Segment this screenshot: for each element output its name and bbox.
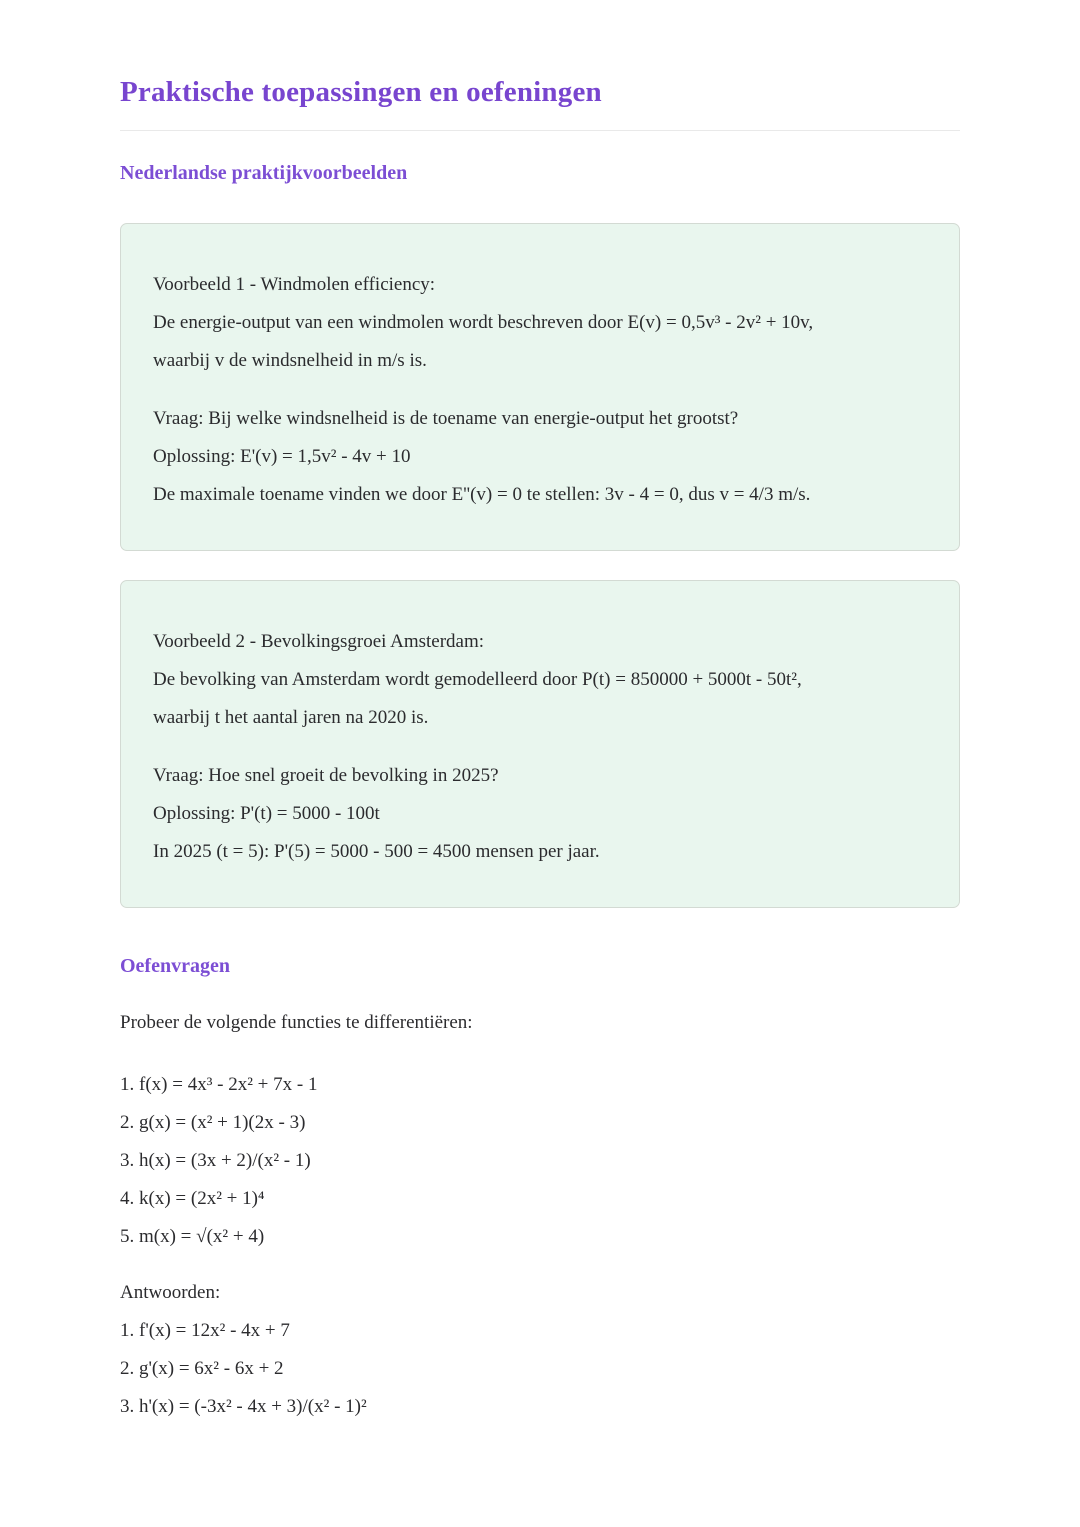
question-list bbox=[120, 1066, 960, 1256]
question-item: 2. g(x) = (x² + 1)(2x - 3) bbox=[120, 1112, 306, 1133]
text-line: In 2025 (t = 5): P'(5) = 5000 - 500 = 4500 mensen per jaar. bbox=[153, 841, 600, 862]
answer-item: 1. f'(x) = 12x² - 4x + 7 bbox=[120, 1320, 290, 1341]
title-divider bbox=[120, 130, 960, 131]
question-item: 4. k(x) = (2x² + 1)⁴ bbox=[120, 1188, 265, 1209]
text-line: Vraag: Bij welke windsnelheid is de toename van energie-output het grootst? bbox=[153, 408, 739, 429]
answer-item: 2. g'(x) = 6x² - 6x + 2 bbox=[120, 1358, 284, 1379]
example-2-problem-paragraph bbox=[153, 623, 927, 737]
example-box-windmolen bbox=[120, 223, 960, 551]
example-box-bevolkingsgroei bbox=[120, 580, 960, 908]
question-item: 5. m(x) = √(x² + 4) bbox=[120, 1226, 265, 1247]
answers-label: Antwoorden: bbox=[120, 1282, 221, 1303]
exercises-intro: Probeer de volgende functies te differentiëren: bbox=[120, 1012, 473, 1033]
question-item: 1. f(x) = 4x³ - 2x² + 7x - 1 bbox=[120, 1074, 318, 1095]
answer-item: 3. h'(x) = (-3x² - 4x + 3)/(x² - 1)² bbox=[120, 1396, 367, 1417]
text-line: Oplossing: E'(v) = 1,5v² - 4v + 10 bbox=[153, 446, 411, 467]
example-1-solution-paragraph bbox=[153, 400, 927, 514]
example-1-problem-paragraph bbox=[153, 266, 927, 380]
text-line: Voorbeeld 1 - Windmolen efficiency: bbox=[153, 274, 436, 295]
text-line: Oplossing: P'(t) = 5000 - 100t bbox=[153, 803, 380, 824]
text-line: De bevolking van Amsterdam wordt gemodelleerd door P(t) = 850000 + 5000t - 50t², bbox=[153, 669, 802, 690]
text-line: Vraag: Hoe snel groeit de bevolking in 2025? bbox=[153, 765, 499, 786]
text-line: Voorbeeld 2 - Bevolkingsgroei Amsterdam: bbox=[153, 631, 485, 652]
section-heading-praktijkvoorbeelden: Nederlandse praktijkvoorbeelden bbox=[120, 162, 408, 184]
text-line: waarbij t het aantal jaren na 2020 is. bbox=[153, 707, 429, 728]
text-line: waarbij v de windsnelheid in m/s is. bbox=[153, 350, 427, 371]
example-2-solution-paragraph bbox=[153, 757, 927, 871]
text-line: De energie-output van een windmolen wordt beschreven door E(v) = 0,5v³ - 2v² + 10v, bbox=[153, 312, 814, 333]
page-title: Praktische toepassingen en oefeningen bbox=[120, 76, 602, 108]
question-item: 3. h(x) = (3x + 2)/(x² - 1) bbox=[120, 1150, 311, 1171]
answer-list bbox=[120, 1312, 960, 1426]
text-line: De maximale toename vinden we door E''(v) = 0 te stellen: 3v - 4 = 0, dus v = 4/3 m/s. bbox=[153, 484, 811, 505]
section-heading-oefenvragen: Oefenvragen bbox=[120, 955, 230, 977]
